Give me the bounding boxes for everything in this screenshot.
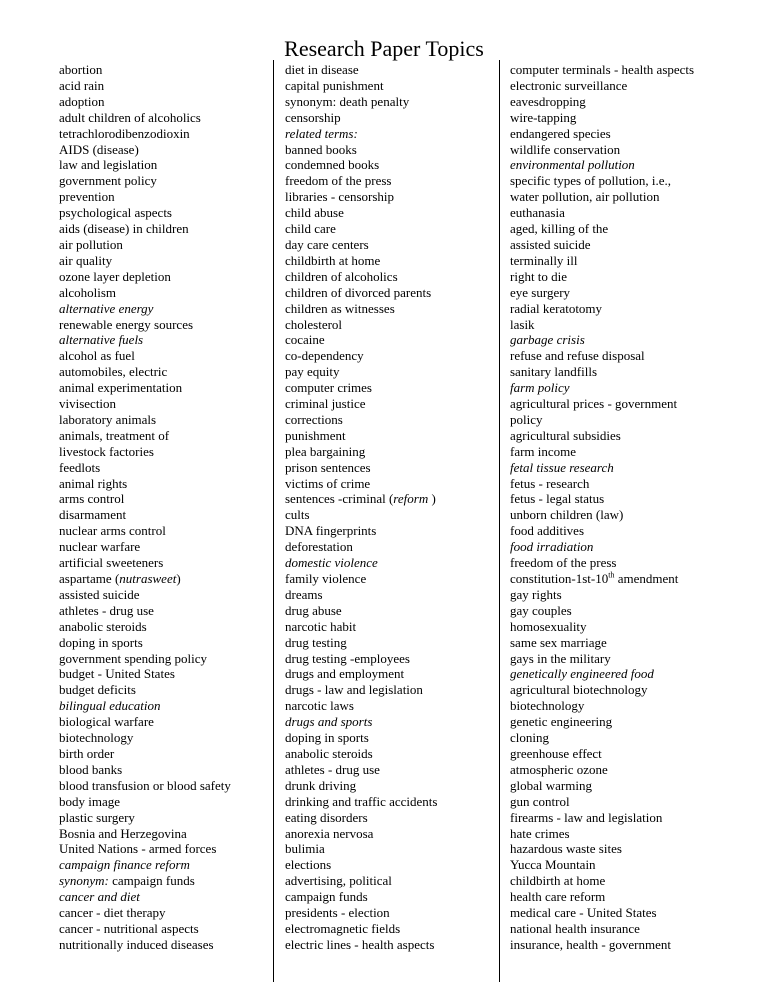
topic-item: nuclear warfare	[59, 539, 141, 555]
topic-item: endangered species	[510, 125, 611, 141]
topic-item: refuse and refuse disposal	[510, 348, 645, 364]
topic-item: libraries - censorship	[285, 189, 395, 205]
topic-item: biological warfare	[59, 714, 154, 730]
topic-item: synonym: death penalty	[285, 93, 410, 109]
topic-item: Bosnia and Herzegovina	[59, 825, 187, 841]
topic-item: doping in sports	[285, 730, 369, 746]
topic-item: co-dependency	[285, 348, 364, 364]
topic-item: homosexuality	[510, 618, 587, 634]
topic-item: government spending policy	[59, 650, 208, 666]
topic-item: gays in the military	[510, 650, 611, 666]
topic-item: punishment	[285, 427, 346, 443]
topic-item: drugs and employment	[285, 666, 405, 682]
topic-item: drug testing -employees	[285, 650, 410, 666]
topic-item: cancer - nutritional aspects	[59, 920, 199, 936]
topic-item: firearms - law and legislation	[510, 809, 663, 825]
topic-item: radial keratotomy	[510, 300, 603, 316]
topic-item: athletes - drug use	[59, 602, 154, 618]
topic-item: campaign finance reform	[59, 857, 190, 873]
topic-item: birth order	[59, 745, 115, 761]
topic-item: freedom of the press	[510, 555, 617, 571]
topic-item: cloning	[510, 730, 549, 746]
topic-item: agricultural prices - government	[510, 396, 678, 412]
topic-item: plastic surgery	[59, 809, 135, 825]
topic-item: farm policy	[510, 380, 570, 396]
topic-item: condemned books	[285, 157, 380, 173]
topic-column-3	[510, 62, 694, 953]
topic-item: body image	[59, 793, 121, 809]
topic-item: computer terminals - health aspects	[510, 62, 695, 77]
topic-item: insurance, health - government	[510, 936, 671, 952]
topic-item: eavesdropping	[510, 93, 586, 109]
topic-item: alcoholism	[59, 284, 117, 300]
topic-item: biotechnology	[510, 698, 585, 714]
topic-item: policy	[510, 411, 543, 427]
topic-item: gun control	[510, 793, 570, 809]
topic-item: law and legislation	[59, 157, 158, 173]
topic-item: related terms:	[285, 125, 358, 141]
topic-item: agricultural biotechnology	[510, 682, 648, 698]
topic-item: narcotic habit	[285, 618, 357, 634]
topic-item: unborn children (law)	[510, 507, 624, 523]
topic-item: eye surgery	[510, 284, 571, 300]
topic-item: sentences -criminal (reform )	[285, 491, 436, 507]
topic-item: cults	[285, 507, 310, 523]
topic-item: elections	[285, 857, 332, 873]
topic-item: corrections	[285, 411, 343, 427]
topic-item: electric lines - health aspects	[285, 936, 435, 952]
topic-item: drugs and sports	[285, 714, 373, 730]
topic-item: children as witnesses	[285, 300, 395, 316]
topic-item: genetic engineering	[510, 714, 613, 730]
topic-item: hate crimes	[510, 825, 570, 841]
topic-item: farm income	[510, 443, 577, 459]
topic-item: censorship	[285, 109, 341, 125]
topic-item: adult children of alcoholics	[59, 109, 201, 125]
topic-item: cancer and diet	[59, 889, 140, 905]
topic-item: global warming	[510, 777, 592, 793]
topic-item: lasik	[510, 316, 535, 332]
topic-item: freedom of the press	[285, 173, 392, 189]
topic-item: food irradiation	[510, 539, 594, 555]
topic-item: prevention	[59, 189, 115, 205]
topic-item: anabolic steroids	[285, 745, 373, 761]
topic-item: aids (disease) in children	[59, 221, 189, 237]
topic-item: cholesterol	[285, 316, 343, 332]
topic-item: dreams	[285, 586, 323, 602]
topic-item: anabolic steroids	[59, 618, 147, 634]
topic-item: cocaine	[285, 332, 325, 348]
topic-item: gay couples	[510, 602, 572, 618]
topic-item: aged, killing of the	[510, 221, 609, 237]
topic-item: drunk driving	[285, 777, 357, 793]
topic-item: psychological aspects	[59, 205, 172, 221]
topic-item: right to die	[510, 268, 568, 284]
topic-item: fetus - research	[510, 475, 590, 491]
topic-item: livestock factories	[59, 443, 154, 459]
topic-item: garbage crisis	[510, 332, 585, 348]
topic-item: genetically engineered food	[510, 666, 654, 682]
topic-item: animal experimentation	[59, 380, 183, 396]
topic-item: arms control	[59, 491, 125, 507]
topic-item: campaign funds	[285, 889, 368, 905]
topic-item: tetrachlorodibenzodioxin	[59, 125, 190, 141]
topic-item: athletes - drug use	[285, 761, 380, 777]
topic-item: alternative fuels	[59, 332, 144, 348]
topic-item: criminal justice	[285, 396, 366, 412]
topic-item: DNA fingerprints	[285, 523, 377, 539]
topic-item: adoption	[59, 93, 105, 109]
topic-item: electronic surveillance	[510, 77, 628, 93]
topic-column-1	[59, 62, 231, 953]
topic-item: computer crimes	[285, 380, 372, 396]
topic-item: United Nations - armed forces	[59, 841, 217, 857]
topic-item: bilingual education	[59, 698, 161, 714]
topic-item: atmospheric ozone	[510, 761, 608, 777]
topic-item: family violence	[285, 571, 367, 586]
topic-item: animal rights	[59, 475, 128, 491]
topic-item: feedlots	[59, 459, 101, 475]
topic-item: children of divorced parents	[285, 284, 432, 300]
topic-item: childbirth at home	[510, 873, 606, 889]
topic-item: constitution-1st-10th amendment	[510, 570, 679, 586]
topic-item: medical care - United States	[510, 905, 657, 921]
topic-item: national health insurance	[510, 920, 640, 936]
topic-item: childbirth at home	[285, 252, 381, 268]
topic-item: nuclear arms control	[59, 523, 166, 539]
topic-item: fetus - legal status	[510, 491, 605, 507]
topic-item: drug testing	[285, 634, 347, 650]
topic-item: ozone layer depletion	[59, 268, 171, 284]
topic-item: budget deficits	[59, 682, 136, 698]
topic-item: agricultural subsidies	[510, 427, 621, 443]
topic-item: health care reform	[510, 889, 606, 905]
topic-item: air quality	[59, 252, 113, 268]
topic-item: biotechnology	[59, 730, 134, 746]
column-divider-left	[273, 60, 274, 982]
topic-item: eating disorders	[285, 809, 368, 825]
topic-item: prison sentences	[285, 459, 371, 475]
topic-item: environmental pollution	[510, 157, 635, 173]
topic-item: assisted suicide	[59, 586, 140, 602]
topic-item: fetal tissue research	[510, 459, 614, 475]
topic-item: nutritionally induced diseases	[59, 936, 214, 952]
topic-item: Yucca Mountain	[510, 857, 596, 873]
topic-item: child care	[285, 221, 336, 237]
topic-item: drugs - law and legislation	[285, 682, 423, 698]
topic-item: alternative energy	[59, 300, 154, 316]
topic-item: drinking and traffic accidents	[285, 793, 438, 809]
topic-item: cancer - diet therapy	[59, 905, 166, 921]
topic-item: automobiles, electric	[59, 364, 168, 380]
topic-item: domestic violence	[285, 555, 378, 571]
topic-item: drug abuse	[285, 602, 342, 618]
column-divider-right	[499, 60, 500, 982]
topic-item: plea bargaining	[285, 443, 366, 459]
topic-item: synonym: campaign funds	[59, 873, 195, 889]
topic-item: gay rights	[510, 586, 562, 602]
topic-item: budget - United States	[59, 666, 175, 682]
topic-item: artificial sweeteners	[59, 555, 164, 571]
topic-item: disarmament	[59, 507, 127, 523]
topic-item: acid rain	[59, 77, 105, 93]
topic-item: day care centers	[285, 236, 369, 252]
topic-item: water pollution, air pollution	[510, 189, 660, 205]
topic-item: laboratory animals	[59, 411, 157, 427]
topic-item: same sex marriage	[510, 634, 607, 650]
topic-item: specific types of pollution, i.e.,	[510, 173, 672, 189]
topic-item: victims of crime	[285, 475, 371, 491]
topic-item: sanitary landfills	[510, 364, 598, 380]
topic-column-2	[285, 62, 437, 953]
topic-item: anorexia nervosa	[285, 825, 374, 841]
topic-item: assisted suicide	[510, 236, 591, 252]
topic-item: capital punishment	[285, 77, 384, 93]
topic-item: animals, treatment of	[59, 427, 170, 443]
topic-item: electromagnetic fields	[285, 920, 401, 936]
topic-item: aspartame (nutrasweet)	[59, 571, 181, 586]
topic-item: narcotic laws	[285, 698, 354, 714]
topic-item: advertising, political	[285, 873, 392, 889]
topic-item: wire-tapping	[510, 109, 577, 125]
topic-item: diet in disease	[285, 62, 359, 77]
topic-item: government policy	[59, 173, 157, 189]
topic-item: child abuse	[285, 205, 344, 221]
topic-item: presidents - election	[285, 905, 390, 921]
topic-item: blood transfusion or blood safety	[59, 777, 231, 793]
topic-item: air pollution	[59, 236, 123, 252]
topic-item: euthanasia	[510, 205, 565, 221]
topic-item: hazardous waste sites	[510, 841, 622, 857]
topic-item: vivisection	[59, 396, 117, 412]
topic-item: food additives	[510, 523, 585, 539]
topic-item: greenhouse effect	[510, 745, 602, 761]
topic-item: pay equity	[285, 364, 340, 380]
topic-item: AIDS (disease)	[59, 141, 139, 157]
topic-item: alcohol as fuel	[59, 348, 135, 364]
topic-item: doping in sports	[59, 634, 143, 650]
topic-item: banned books	[285, 141, 357, 157]
topic-item: wildlife conservation	[510, 141, 621, 157]
topic-item: deforestation	[285, 539, 353, 555]
topic-item: children of alcoholics	[285, 268, 398, 284]
topic-item: bulimia	[285, 841, 325, 857]
page-title: Research Paper Topics	[284, 36, 484, 61]
topic-item: renewable energy sources	[59, 316, 194, 332]
topic-item: abortion	[59, 62, 103, 77]
topic-item: blood banks	[59, 761, 123, 777]
topic-item: terminally ill	[510, 252, 578, 268]
